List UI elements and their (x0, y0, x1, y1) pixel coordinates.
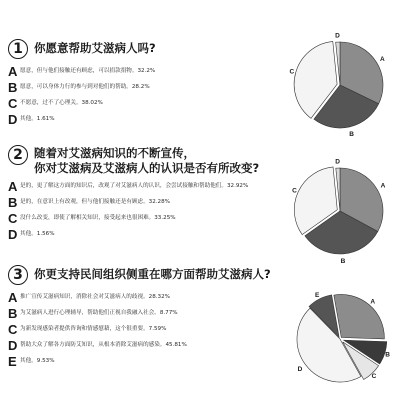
pie-label-d: D (297, 366, 303, 374)
option-text: 没什么改变，即使了解相关知识，接受起来也很困难。33.25% (20, 215, 176, 221)
question-1-number: 1 (8, 39, 28, 59)
option-text: 是的，更了解这方面的知识后，改观了对艾滋病人的认识，会尝试接触和帮助他们。32.92% (20, 183, 249, 189)
pie-label-c: C (289, 68, 295, 76)
question-3-options (8, 292, 187, 372)
question-2-number: 2 (8, 145, 28, 165)
option-text: 是的，在意识上有改观，但与他们接触还是有顾虑。32.28% (20, 199, 170, 205)
question-2-title-line-2: 你对艾滋病及艾滋病人的认识是否有所改变? (34, 161, 260, 175)
option-text: 其他。1.56% (20, 231, 55, 237)
option-2c (8, 213, 278, 224)
option-letter: B (8, 195, 18, 210)
option-letter: A (8, 64, 18, 79)
option-letter: E (8, 354, 17, 369)
option-1b (8, 82, 155, 93)
option-text: 为艾滋病人进行心理辅导，帮助他们正视自我融入社会。8.77% (20, 310, 178, 316)
option-text: 推广宣传艾滋病知识，消除社会对艾滋病人的歧视。28.32% (20, 294, 170, 300)
option-letter: A (8, 290, 18, 305)
option-text: 愿意，可以身体力行的参与到对他们的帮助。28.2% (20, 84, 150, 90)
option-1d (8, 114, 155, 125)
question-3-title (8, 265, 271, 285)
option-letter: C (8, 322, 18, 337)
question-2-text (34, 146, 259, 176)
option-1c (8, 98, 155, 109)
question-2-title-line-1: 随着对艾滋病知识的不断宣传， (34, 146, 195, 160)
option-letter: D (8, 338, 18, 353)
question-3-text: 你更支持民间组织侧重在哪方面帮助艾滋病人? (34, 267, 271, 281)
question-1-text: 你愿意帮助艾滋病人吗? (34, 41, 156, 55)
pie-label-c: C (371, 372, 377, 380)
pie-chart-3 (282, 282, 396, 396)
option-2b (8, 197, 278, 208)
pie-chart-2 (282, 158, 396, 268)
option-text: 不愿意，过不了心理关。38.02% (20, 100, 103, 106)
pie-label-b: B (340, 258, 346, 266)
pie-slice-a (334, 294, 384, 338)
pie-label-d: D (335, 32, 340, 40)
option-text: 帮助大众了解各方面防艾知识，从根本消除艾滋病的感染。45.81% (20, 342, 187, 348)
option-text: 其他。9.53% (20, 358, 55, 364)
question-2-title (8, 145, 259, 176)
pie-label-b: B (349, 130, 354, 138)
pie-label-a: A (380, 182, 386, 190)
pie-label-b: B (385, 351, 390, 359)
pie-label-d: D (335, 158, 340, 166)
option-2a (8, 181, 278, 192)
option-letter: C (8, 211, 18, 226)
pie-label-a: A (380, 55, 385, 63)
option-2d (8, 229, 278, 240)
pie-label-e: E (315, 291, 320, 299)
option-text: 其他。1.61% (20, 116, 55, 122)
option-3b (8, 308, 187, 319)
option-3a (8, 292, 187, 303)
option-letter: A (8, 179, 18, 194)
option-3e (8, 356, 187, 367)
option-letter: B (8, 306, 18, 321)
option-3c (8, 324, 187, 335)
pie-label-c: C (292, 187, 297, 195)
pie-label-a: A (370, 298, 376, 306)
question-2-options (8, 181, 278, 245)
option-text: 愿意，但与他们接触还有顾虑，可以捐款捐物。32.2% (20, 68, 156, 74)
pie-chart-1 (282, 28, 396, 138)
question-1-title (8, 39, 156, 59)
option-letter: B (8, 80, 18, 95)
option-1a (8, 66, 155, 77)
option-letter: D (8, 112, 18, 127)
question-3-number: 3 (8, 265, 28, 285)
option-letter: D (8, 227, 18, 242)
option-text: 为新发现感染者提供咨询和情感慰藉，这个很重要。7.59% (20, 326, 167, 332)
question-1-options (8, 66, 155, 130)
option-letter: C (8, 96, 18, 111)
option-3d (8, 340, 187, 351)
